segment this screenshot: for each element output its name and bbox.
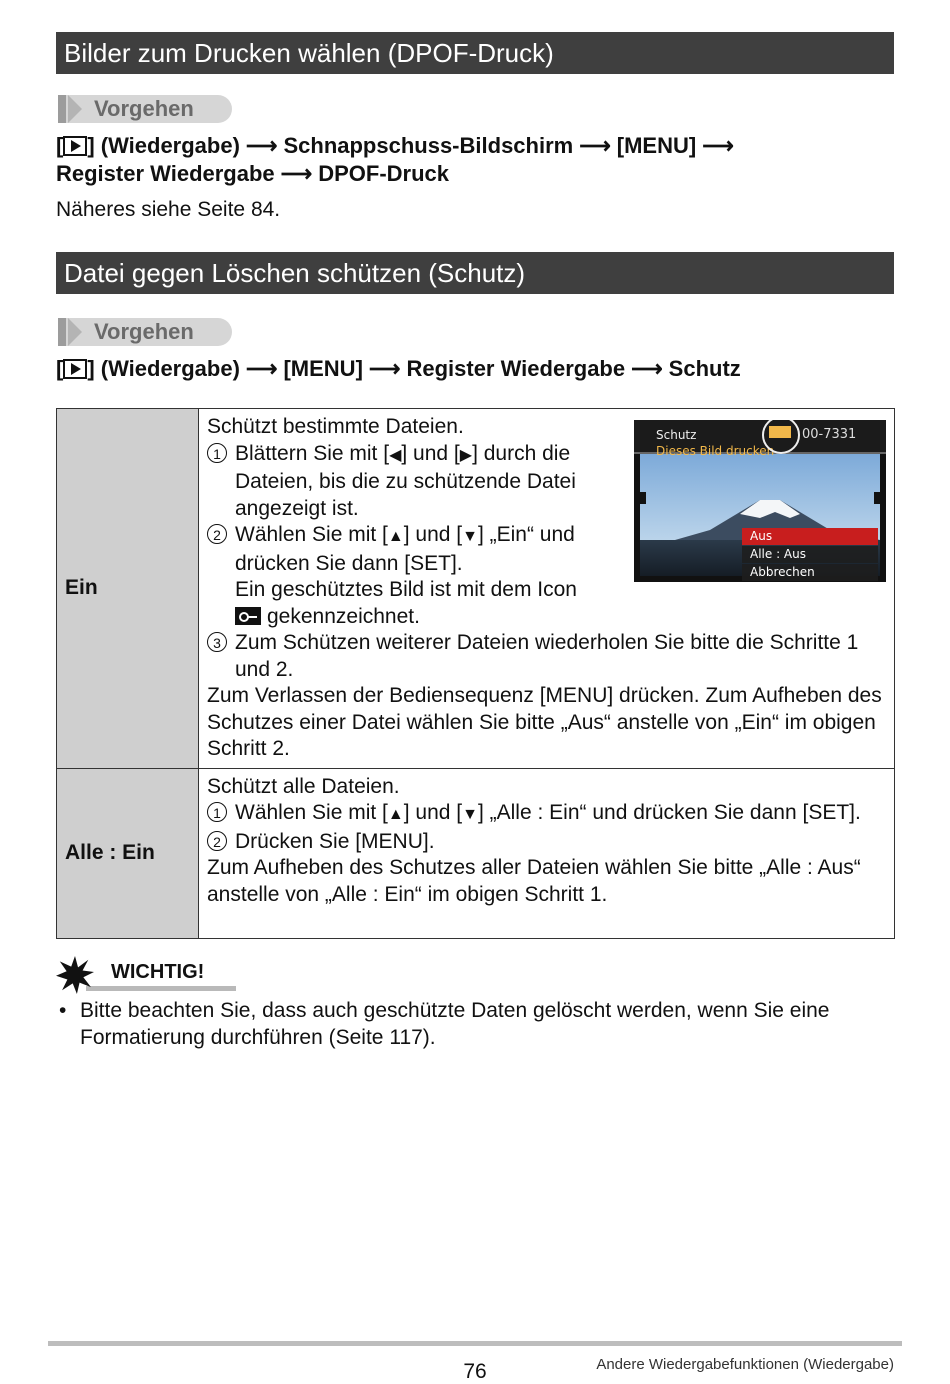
path-menu: [MENU] (283, 356, 363, 381)
play-icon (63, 136, 87, 156)
see-page-note: Näheres siehe Seite 84. (56, 198, 281, 221)
important-bullet (56, 997, 896, 1051)
arrow-icon: ⟶ (702, 133, 734, 158)
path-menu: [MENU] (616, 133, 697, 158)
step-text: ] „Ein“ und drücken Sie dann [SET]. (235, 523, 575, 575)
arrow-icon: ⟶ (245, 356, 278, 381)
protect-options-table (56, 408, 895, 939)
down-triangle-icon: ▼ (462, 528, 478, 545)
table-row (57, 768, 895, 938)
section-title-protect: Datei gegen Löschen schützen (Schutz) (56, 252, 894, 294)
camera-file-number: 00-7331 (802, 427, 857, 442)
up-triangle-icon: ▲ (387, 806, 404, 823)
path-line-2 (56, 160, 740, 188)
step-text: ] und [ (403, 523, 463, 546)
path-playback: ] (Wiedergabe) (87, 133, 240, 158)
important-label: WICHTIG! (111, 961, 205, 983)
arrow-icon: ⟶ (245, 133, 278, 158)
camera-menu-item-alle-aus: Alle : Aus (742, 546, 878, 563)
step-2-note (235, 577, 886, 630)
step-3 (207, 630, 886, 683)
path-register: Register Wiedergabe (406, 356, 626, 381)
badge-bar-icon (58, 318, 66, 346)
lock-line (235, 604, 886, 631)
step-number: 2 (207, 524, 227, 544)
right-triangle-icon: ▶ (459, 446, 473, 464)
step-number: 2 (207, 831, 227, 851)
procedure-badge (58, 318, 232, 346)
step-1 (207, 441, 886, 523)
camera-subtitle: Dieses Bild drucken (656, 444, 775, 458)
left-triangle-icon: ◀ (389, 446, 402, 464)
badge-arrow-icon (68, 95, 82, 123)
step-text: ] und [ (401, 441, 460, 465)
badge-arrow-icon (68, 318, 82, 346)
down-triangle-icon: ▼ (462, 806, 478, 823)
path-protect: Schutz (668, 356, 741, 381)
notice-underline (86, 986, 236, 991)
step-number: 3 (207, 632, 227, 652)
footer-rule (48, 1341, 902, 1346)
path-dpof: DPOF-Druck (318, 161, 449, 186)
step-text: ] und [ (403, 801, 463, 824)
row-outro: Zum Aufheben des Schutzes aller Dateien wählen Sie bitte „Alle : Aus“ anstelle von „Alle : Ein“ im obigen Schritt 1. (207, 856, 861, 906)
step-2 (207, 522, 886, 630)
page-number: 76 (463, 1360, 487, 1383)
step-text: ] durch die Dateien, bis die zu schützende Datei angezeigt ist. (235, 441, 576, 520)
path-register: Register Wiedergabe (56, 161, 275, 186)
step-text: Drücken Sie [MENU]. (235, 829, 435, 853)
bullet-text: Bitte beachten Sie, dass auch geschützte Daten gelöscht werden, wenn Sie eine Formatierung durchführen (Seite 117). (80, 999, 830, 1049)
step-number: 1 (207, 802, 227, 822)
row-content-alle-ein (199, 768, 895, 938)
arrow-icon: ⟶ (631, 356, 663, 381)
row-content-ein (199, 409, 895, 769)
step-1 (207, 800, 886, 829)
step-2 (207, 829, 886, 856)
row-label-alle-ein: Alle : Ein (57, 768, 199, 938)
path-playback: ] (Wiedergabe) (87, 356, 240, 381)
procedure-label: Vorgehen (94, 96, 194, 121)
procedure-badge (58, 95, 232, 123)
step-text: ] „Alle : Ein“ und drücken Sie dann [SET]. (477, 801, 861, 824)
procedure-label: Vorgehen (94, 319, 194, 344)
section-title-dpof: Bilder zum Drucken wählen (DPOF-Druck) (56, 32, 894, 74)
arrow-icon: ⟶ (280, 161, 313, 186)
camera-menu-item-aus: Aus (742, 528, 878, 545)
table-row (57, 409, 895, 769)
path-line-1 (56, 132, 740, 160)
bullet-icon: • (59, 999, 67, 1022)
step-number: 1 (207, 443, 227, 463)
path-snapshot-screen: Schnappschuss-Bildschirm (283, 133, 574, 158)
path-open-bracket: [ (56, 133, 64, 158)
arrow-icon: ⟶ (579, 133, 611, 158)
arrow-icon: ⟶ (368, 356, 401, 381)
procedure-path-protect (56, 355, 741, 383)
row-label-ein: Ein (57, 409, 199, 769)
row-intro: Schützt bestimmte Dateien. (207, 415, 464, 438)
camera-menu-item-abbrechen: Abbrechen (742, 564, 878, 581)
path-open-bracket: [ (56, 356, 64, 381)
row-intro: Schützt alle Dateien. (207, 774, 400, 798)
step-text: Zum Schützen weiterer Dateien wiederholen Sie bitte die Schritte 1 und 2. (235, 631, 859, 681)
camera-title: Schutz (656, 428, 697, 442)
footer-chapter: Andere Wiedergabefunktionen (Wiedergabe) (596, 1356, 894, 1373)
step-text: Ein geschütztes Bild ist mit dem Icon (235, 578, 577, 601)
up-triangle-icon: ▲ (387, 528, 404, 545)
lock-icon (235, 607, 261, 625)
procedure-path-dpof (56, 132, 740, 188)
play-icon (63, 359, 87, 379)
row-outro: Zum Verlassen der Bediensequenz [MENU] drücken. Zum Aufheben des Schutzes einer Datei wählen Sie bitte „Aus“ anstelle von „Ein“ im obigen Schritt 2. (207, 684, 882, 760)
step-text: Blättern Sie mit [ (235, 441, 390, 465)
badge-bar-icon (58, 95, 66, 123)
step-text: gekennzeichnet. (267, 604, 420, 628)
important-notice (56, 956, 238, 992)
step-text: Wählen Sie mit [ (235, 801, 388, 824)
step-text: Wählen Sie mit [ (235, 523, 388, 546)
